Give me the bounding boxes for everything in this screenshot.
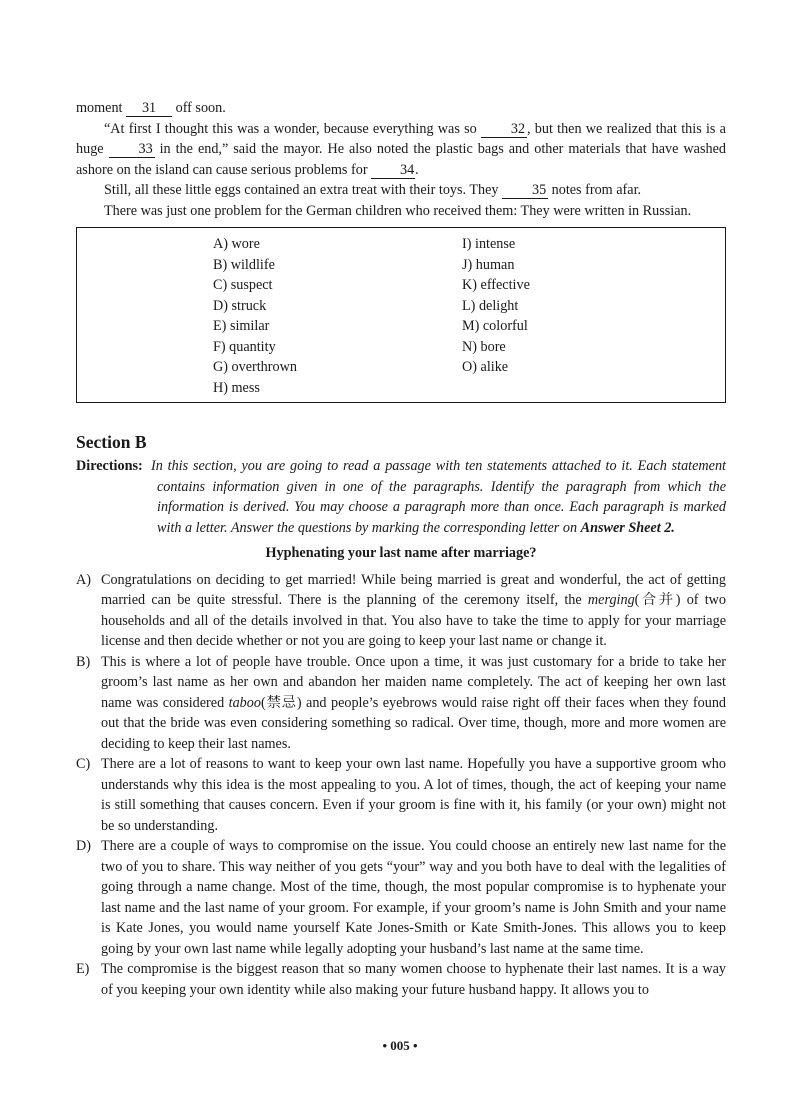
word-option: F) quantity (213, 338, 276, 355)
word-option: H) mess (213, 379, 260, 396)
section-title: Section B (76, 432, 147, 452)
blank-33: 33 (109, 141, 155, 158)
page-content (76, 98, 726, 1000)
blank-31: 31 (126, 100, 172, 117)
word-option: K) effective (462, 277, 530, 293)
directions-label: Directions: (76, 458, 143, 474)
paragraph-letter: E) (76, 961, 90, 977)
word-option: A) wore (213, 236, 260, 252)
cloze-paragraph-2: “At first I thought this was a wonder, because everything was so 32 , but then we realized that this is a huge 33 in the end,” said the mayor. He also noted the plastic bags and other materials that have washed ashore on the island can cause serious problems for 34. (76, 120, 726, 178)
cloze-paragraph-3: Still, all these little eggs contained an extra treat with their toys. They 35 notes from afar. (104, 182, 642, 198)
paragraph-letter: D) (76, 838, 91, 854)
passage-paragraph-e: E) The compromise is the biggest reason that so many women choose to hyphenate their last names. It is a way of you keeping your own identity while also making your future husband happy. It allows you to (76, 961, 726, 998)
word-bank (76, 227, 726, 403)
word-option: C) suspect (213, 277, 273, 293)
word-option: N) bore (462, 338, 506, 355)
answer-sheet-reference: Answer Sheet 2. (580, 519, 675, 536)
chinese-gloss: (合并) (634, 592, 681, 608)
word-option: G) overthrown (213, 359, 297, 375)
word-option: I) intense (462, 236, 516, 252)
blank-34: 34 (371, 162, 415, 179)
glossed-term: taboo (228, 694, 261, 711)
cloze-paragraph-4: There was just one problem for the German children who received them: They were written in Russian. (104, 202, 692, 219)
word-option: B) wildlife (213, 256, 275, 273)
paragraph-letter: A) (76, 571, 91, 588)
glossed-term: merging (587, 592, 635, 608)
directions-text: In this section, you are going to read a passage with ten statements attached to it. Each statement contains information given in one of the paragraphs. Identify the paragraph from which the information is derived. You may choose a paragraph more than once. Each paragraph is marked with a letter. Answer the questions by marking the corresponding letter on Answer Sheet 2. (151, 458, 726, 536)
blank-32: 32 (481, 121, 527, 138)
word-bank-left-column (213, 234, 297, 398)
paragraph-letter: C) (76, 756, 91, 772)
passage-paragraph-a: A) Congratulations on deciding to get married! While being married is great and wonderful, the act of getting married can be quite stressful. There is the planning of the ceremony itself, the merging(合并) of two households and all of the details involved in that. You also have to take the time to apply for your marriage license and then decide whether or not you are going to keep your last name or change it. (76, 571, 726, 649)
word-option: E) similar (213, 318, 270, 334)
chinese-gloss: (禁忌) (260, 694, 302, 711)
word-bank-right-column (462, 234, 530, 378)
passage-paragraph-b: B) This is where a lot of people have trouble. Once upon a time, it was just customary for a bride to take her groom’s last name as her own and abandon her maiden name completely. The act of keeping her own last name was considered taboo(禁忌) and people’s eyebrows would raise right off their faces when they found out that the bride was even considering something so radical. Over time, though, more and more women are deciding to keep their last names. (76, 653, 727, 752)
word-option: D) struck (213, 297, 267, 314)
passage-paragraph-c: C) There are a lot of reasons to want to keep your own last name. Hopefully you have a supportive groom who understands why this idea is the most appealing to you. A lot of times, though, the act of keeping your name is still something that causes concern. Even if your groom is fine with it, his family (or your own) might not be so understanding. (76, 756, 726, 834)
cloze-line-1: moment 31 off soon. (76, 100, 226, 116)
paragraph-letter: B) (76, 653, 91, 670)
word-option: M) colorful (462, 318, 528, 334)
passage-paragraph-d: D) There are a couple of ways to compromise on the issue. You could choose an entirely new last name for the two of you to share. This way neither of you gets “your” way and you both have to deal with the legalities of going through a name change. Most of the time, though, the most popular compromise is to hyphenate your last name and the last name of your groom. For example, if your groom’s name is John Smith and your name is Kate Jones, you would name yourself Kate Jones-Smith or Kate Smith-Jones. This allows you to keep going by your own last name while legally adopting your husband’s last name at the same time. (76, 838, 726, 957)
word-option: L) delight (462, 297, 519, 314)
passage-title: Hyphenating your last name after marriage? (265, 545, 537, 561)
word-option: J) human (462, 256, 515, 273)
directions (76, 456, 726, 538)
word-option: O) alike (462, 359, 509, 375)
page-number: • 005 • (382, 1038, 418, 1053)
blank-35: 35 (502, 182, 548, 199)
